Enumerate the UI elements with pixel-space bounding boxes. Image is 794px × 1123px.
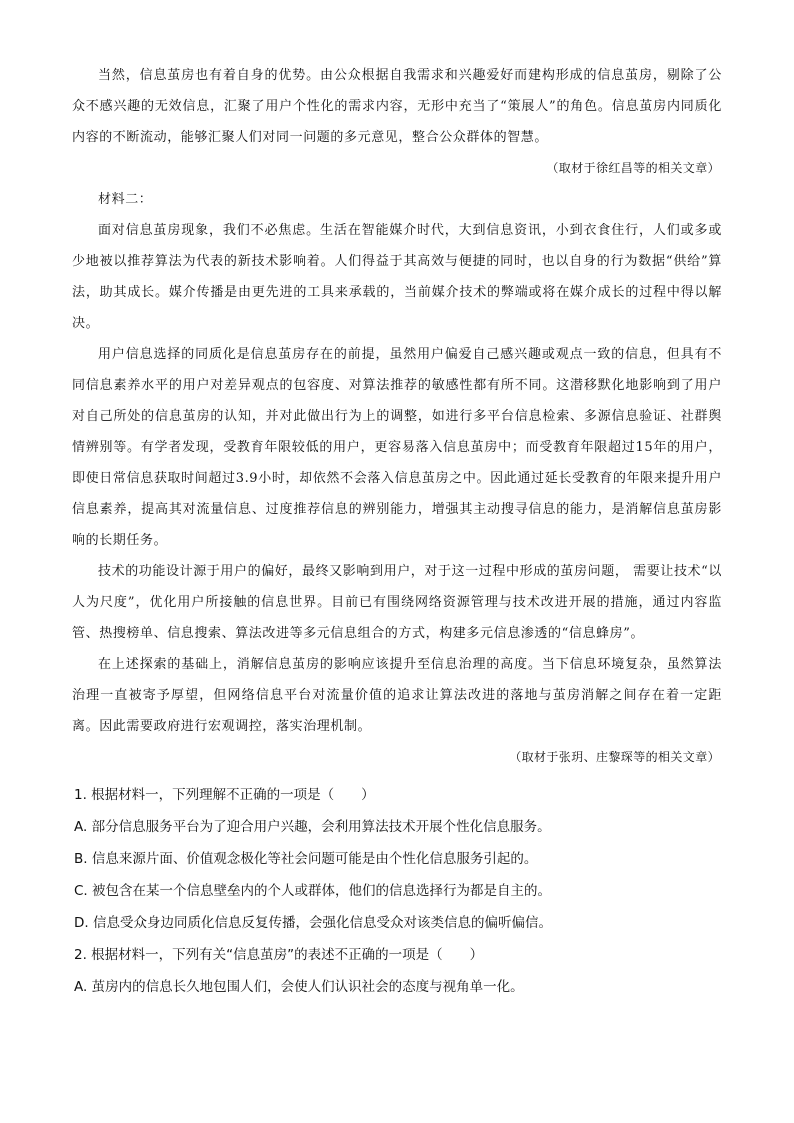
material2-paragraph-2: 用户信息选择的同质化是信息茧房存在的前提，虽然用户偏爱自己感兴趣或观点一致的信息，但具有不同信息素养水平的用户对差异观点的包容度、对算法推荐的敏感性都有所不同。这潜移默化地影响到了用户对自己所处的信息茧房的认知，并对此做出行为上的调整，如进行多平台信息检索、多源信息验证、社群舆情辨别等。有学者发现，受教育年限较低的用户，更容易落入信息茧房中；而受教育年限超过15年的用户，即使日常信息获取时间超过3.9小时，却依然不会落入信息茧房之中。因此通过延长受教育的年限来提升用户信息素养，提高其对流量信息、过度推荐信息的辨别能力，增强其主动搜寻信息的能力，是消解信息茧房影响的长期任务。 (72, 347, 722, 548)
material2-paragraph-3: 技术的功能设计源于用户的偏好，最终又影响到用户，对于这一过程中形成的茧房问题， 需要让技术“以人为尺度”，优化用户所接触的信息世界。目前已有围绕网络资源管理与技术改进开展的措施，通过内容监管、热搜榜单、信息搜索、算法改进等多元信息组合的方式，构建多元信息渗透的“信息蜂房”。 (72, 564, 722, 641)
material1-tail-paragraph: 当然，信息茧房也有着自身的优势。由公众根据自我需求和兴趣爱好而建构形成的信息茧房，剔除了公众不感兴趣的无效信息，汇聚了用户个性化的需求内容，无形中充当了“策展人”的角色。信息茧房内同质化内容的不断流动，能够汇聚人们对同一问题的多元意见，整合公众群体的智慧。 (72, 68, 722, 145)
material2-paragraph-4: 在上述探索的基础上，消解信息茧房的影响应该提升至信息治理的高度。当下信息环境复杂，虽然算法治理一直被寄予厚望，但网络信息平台对流量价值的追求让算法改进的落地与茧房消解之间存在着一定距离。因此需要政府进行宏观调控，落实治理机制。 (72, 657, 722, 734)
question-2-stem: 2. 根据材料一，下列有关“信息茧房”的表述不正确的一项是（ ） (74, 947, 484, 963)
material2-source: （取材于张玥、庄黎琛等的相关文章） (509, 750, 720, 764)
material1-source: （取材于徐红昌等的相关文章） (546, 161, 720, 175)
question-1-option-a: A. 部分信息服务平台为了迎合用户兴趣，会利用算法技术开展个性化信息服务。 (74, 819, 551, 835)
question-1-stem: 1. 根据材料一，下列理解不正确的一项是（ ） (74, 787, 375, 803)
question-2-option-a: A. 茧房内的信息长久地包围人们，会使人们认识社会的态度与视角单一化。 (74, 979, 524, 995)
question-1-option-b: B. 信息来源片面、价值观念极化等社会问题可能是由个性化信息服务引起的。 (74, 851, 538, 867)
document-page (72, 60, 722, 1003)
material2-paragraph-1: 面对信息茧房现象，我们不必焦虑。生活在智能媒介时代，大到信息资讯，小到衣食住行，人们或多或少地被以推荐算法为代表的新技术影响着。人们得益于其高效与便捷的同时，也以自身的行为数据“供给”算法，助其成长。媒介传播是由更先进的工具来承载的，当前媒介技术的弊端或将在媒介成长的过程中得以解决。 (72, 223, 722, 331)
material2-heading: 材料二： (98, 192, 153, 207)
question-list (72, 779, 722, 1003)
question-1-option-c: C. 被包含在某一个信息壁垒内的个人或群体，他们的信息选择行为都是自主的。 (74, 883, 552, 899)
question-1-option-d: D. 信息受众身边同质化信息反复传播，会强化信息受众对该类信息的偏听偏信。 (74, 915, 552, 931)
